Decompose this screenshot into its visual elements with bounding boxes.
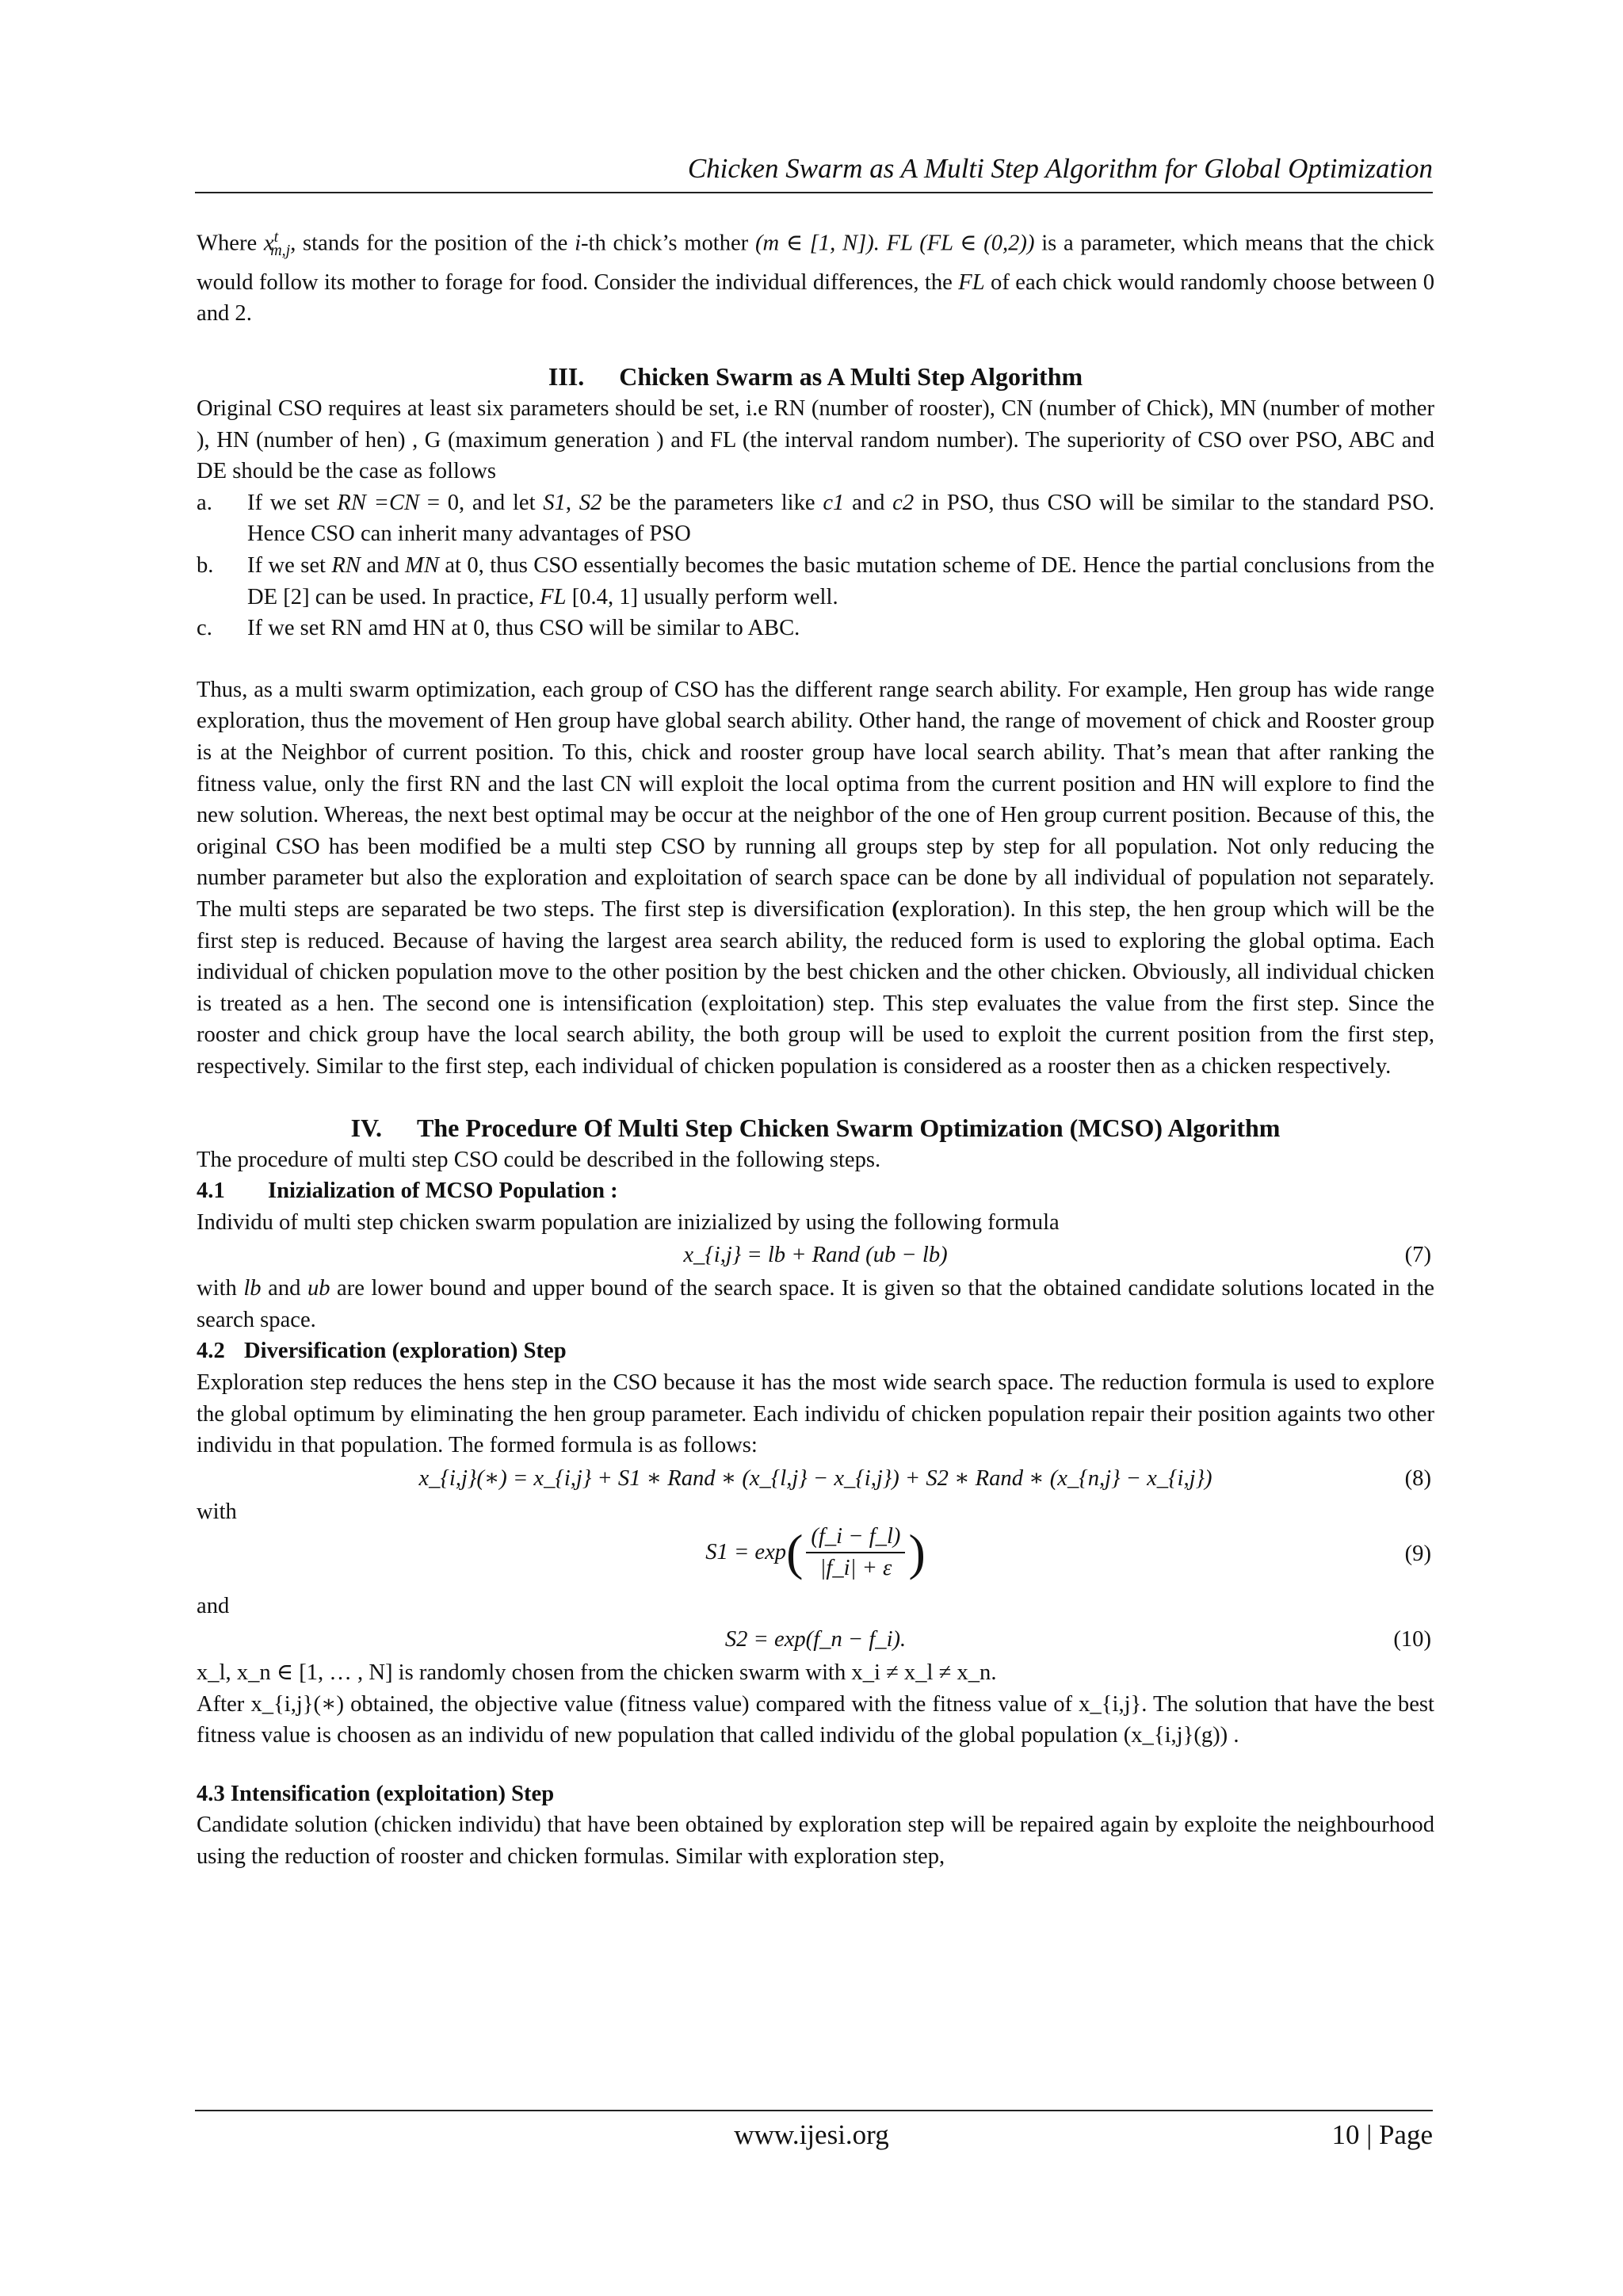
equation-10-explanation: x_l, x_n ∈ [1, … , N] is randomly chosen from the chicken swarm with x_i ≠ x_l ≠ x_n. xyxy=(197,1660,997,1686)
subsection-4-1-heading: 4.1 Inizialization of MCSO Population : xyxy=(197,1179,618,1204)
subsection-4-2-text: Exploration step reduces the hens step in the CSO because it has the most wide search space. The reduction formula is used to explore the global optimum by eliminating the hen group parameter. Each individu of chicken population repair their position againts two other individu in that population. The formed formula is as follows: xyxy=(197,1370,1434,1458)
list-item: a. If we set RN =CN = 0, and let S1, S2 be the parameters like c1 and c2 in PSO, thus CSO will be similar to the standard PSO. Hence CSO can inherit many advantages of PSO xyxy=(197,490,1434,547)
global-population-text: After x_{i,j}(∗) obtained, the objective value (fitness value) compared with the fitness value of x_{i,j}. The solution that have the best fitness value is choosen as an individu of new population that called individu of the global population (x_{i,j}(g)) . xyxy=(197,1691,1434,1748)
equation-7: x_{i,j} = lb + Rand (ub − lb) (7) xyxy=(683,1243,1431,1268)
page-number: 10 | Page xyxy=(1331,2119,1433,2150)
footer-url: www.ijesi.org xyxy=(734,2119,889,2150)
list-item: b. If we set RN and MN at 0, thus CSO essentially becomes the basic mutation scheme of DE. Hence the partial conclusions from the DE [2] can be used. In practice, FL [0.4, 1] usually perform well. xyxy=(197,553,1435,609)
equation-7-explanation: with lb and ub are lower bound and upper bound of the search space. It is given so that the obtained candidate solutions located in the search space. xyxy=(197,1276,1434,1332)
section-4-heading: IV. The Procedure Of Multi Step Chicken Swarm Optimization (MCSO) Algorithm xyxy=(350,1113,1281,1142)
section-3-paragraph-2: Thus, as a multi swarm optimization, each group of CSO has the different range search ability. For example, Hen group has wide range exploration, thus the movement of Hen group have global search ability. Other hand, the range of movement of chick and Rooster group is at the Neighbor of current position. To this, chick and rooster group have local search ability. That’s mean that after ranking the fitness value, only the first RN and the last CN will exploit the local optima from the current position and HN will explore to find the new solution. Whereas, the next best optimal may be occur at the neighbor of the one of Hen group current position. Because of this, the original CSO has been modified be a multi step CSO by running all groups step by step for all population. Not only reducing the number parameter but also the exploration and exploitation of search space can be done by all individual of population not separately. The multi steps are separated be two steps. The first step is diversification (exploration). In this step, the hen group which will be the first step is reduced. Because of having the largest area search ability, the reduced form is used to exploring the global optima. Each individual of chicken population move to the other position by the best chicken and the other chicken. Obviously, all individual chicken is treated as a hen. The second one is intensification (exploitation) step. This step evaluates the value from the first step. Since the rooster and chick group have the local search ability, the both group will be used to exploit the current position from the first step, respectively. Similar to the first step, each individual of chicken population is considered as a rooster then as a chicken respectively. xyxy=(197,677,1434,1079)
intro-paragraph: Where $x^t_{m,j}$, stands for the position of the i-th chick’s mother (m ∈ [1, N]). FL (FL ∈ (0,2)) is a parameter, which means that the chick would follow its mother to forage for food. Consider the individual differences, the FL of each chick would randomly choose between 0 and 2. xyxy=(197,228,1435,327)
equation-9: S1 = exp ( $\frac{(f\_i - f\_l)}{|f\_i| + \varepsilon}$ ) (9) xyxy=(197,1515,1434,1591)
list-item: c. If we set RN amd HN at 0, thus CSO will be similar to ABC. xyxy=(197,616,800,641)
equation-10: S2 = exp(f_n − f_i). (10) xyxy=(724,1627,1431,1652)
equation-8: x_{i,j}(∗) = x_{i,j} + S1 ∗ Rand ∗ (x_{l,j} − x_{i,j}) + S2 ∗ Rand ∗ (x_{n,j} − x_{i,j}) (8) xyxy=(418,1465,1431,1491)
and-label: and xyxy=(197,1594,230,1619)
subsection-4-2-heading: 4.2 Diversification (exploration) Step xyxy=(197,1339,567,1364)
section-4-intro: The procedure of multi step CSO could be described in the following steps. xyxy=(197,1147,881,1172)
with-label: with xyxy=(197,1499,237,1524)
footer-rule xyxy=(195,2110,1433,2111)
section-3-heading: III. Chicken Swarm as A Multi Step Algorithm xyxy=(548,362,1083,392)
section-3-paragraph-1: Original CSO requires at least six parameters should be set, i.e RN (number of rooster), CN (number of Chick), MN (number of mother ), HN (number of hen) , G (maximum generation ) and FL (the interval random number). The superiority of CSO over PSO, ABC and DE should be the case as follows xyxy=(197,396,1434,484)
subsection-4-1-text: Individu of multi step chicken swarm population are inizialized by using the following formula xyxy=(197,1209,1060,1235)
subsection-4-3-heading: 4.3 Intensification (exploitation) Step xyxy=(197,1781,555,1806)
body-text xyxy=(197,222,1434,1873)
running-title: Chicken Swarm as A Multi Step Algorithm for Global Optimization xyxy=(687,153,1433,184)
subsection-4-3-text: Candidate solution (chicken individu) that have been obtained by exploration step will be repaired again by exploite the neighbourhood using the reduction of rooster and chicken formulas. Similar with exploration step, xyxy=(197,1813,1434,1869)
header-rule xyxy=(195,192,1433,193)
